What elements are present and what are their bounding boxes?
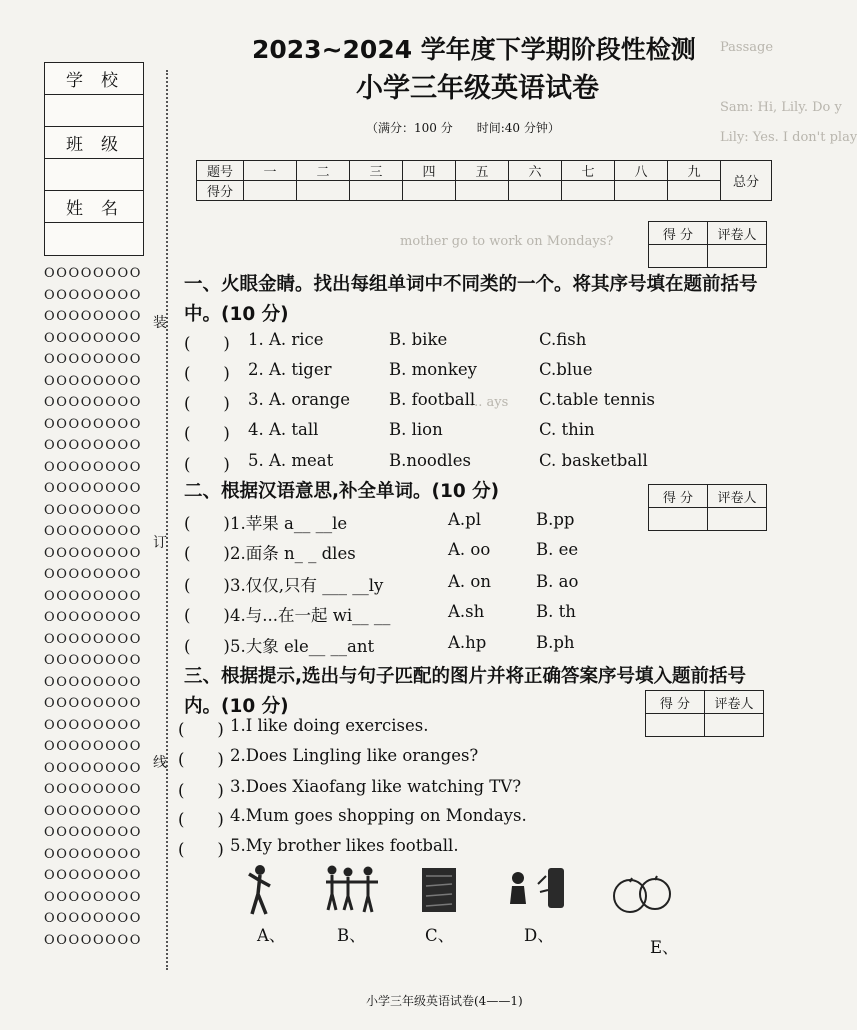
- header-cell: 一: [244, 161, 297, 181]
- exam-title: 2023~2024 学年度下学期阶段性检测: [252, 35, 696, 64]
- answer-paren[interactable]: ( ): [184, 544, 230, 563]
- school-label: 学校: [45, 63, 143, 95]
- bleed-text: ... ays: [470, 395, 509, 410]
- exam-subtitle: 小学三年级英语试卷: [356, 73, 599, 104]
- answer-paren[interactable]: ( ): [184, 637, 230, 656]
- picture-label: B、: [337, 926, 366, 945]
- exercise-figure-picture: [246, 864, 276, 920]
- header-cell: 题号: [197, 161, 244, 181]
- score-label-cell: 得分: [197, 181, 244, 201]
- answer-paren[interactable]: ( ): [184, 334, 230, 353]
- shopping-picture: [504, 864, 566, 914]
- grader-box-2: 得 分 评卷人: [648, 484, 767, 531]
- score-cell[interactable]: [562, 181, 615, 201]
- score-cell[interactable]: [456, 181, 509, 201]
- header-cell: 二: [297, 161, 350, 181]
- score-cell[interactable]: [297, 181, 350, 201]
- binding-char: 订: [153, 535, 167, 551]
- binding-char: 线: [153, 755, 167, 771]
- score-cell[interactable]: [615, 181, 668, 201]
- answer-paren[interactable]: ( ): [178, 720, 224, 739]
- children-group-picture: [322, 864, 382, 916]
- score-cell[interactable]: [244, 181, 297, 201]
- answer-paren[interactable]: ( ): [184, 514, 230, 533]
- header-cell: 三: [350, 161, 403, 181]
- header-cell: 四: [403, 161, 456, 181]
- score-cell[interactable]: [668, 181, 721, 201]
- binding-line: [166, 70, 168, 970]
- answer-paren[interactable]: ( ): [178, 810, 224, 829]
- answer-paren[interactable]: ( ): [178, 840, 224, 859]
- watching-tv-picture: [420, 864, 458, 916]
- exam-meta: （满分：100 分 时间:40 分钟）: [366, 121, 560, 135]
- section-3-heading: 三、根据提示,选出与句子匹配的图片并将正确答案序号填入题前括号内。(10 分): [184, 666, 747, 717]
- answer-paren[interactable]: ( ): [184, 606, 230, 625]
- class-field[interactable]: [45, 159, 143, 191]
- header-cell: 八: [615, 161, 668, 181]
- score-table: [196, 160, 772, 201]
- grader-box-1: 得 分 评卷人: [648, 221, 767, 268]
- binding-circles: OOOOOOOO OOOOOOOO OOOOOOOO OOOOOOOO OOOOOOOO OOOOOOOO OOOOOOOO OOOOOOOO OOOOOOOO OOOOOOOO OOOOOOOO OOOOOOOO OOOOOOOO OOOOOOOO OOOOOOOO OOOOOOOO OOOOOOOO OOOOOOOO OOOOOOOO OOOOOOOO OOOOOOOO OOOOOOOO OOOOOOOO OOOOOOOO OOOOOOOO OOOOOOOO OOOOOOOO OOOOOOOO OOOOOOOO OOOOOOOO OOOOOOOO OOOOOOOO: [44, 266, 143, 948]
- section-2-heading: 二、根据汉语意思,补全单词。(10 分): [184, 481, 500, 502]
- bleed-text: Passage: [720, 40, 774, 55]
- name-field[interactable]: [45, 223, 143, 255]
- bleed-text: Lily: Yes. I don't play: [720, 130, 857, 145]
- section-1-heading: 一、火眼金睛。找出每组单词中不同类的一个。将其序号填在题前括号中。(10 分): [184, 274, 758, 325]
- score-cell[interactable]: [350, 181, 403, 201]
- picture-label: E、: [650, 938, 679, 957]
- student-info-box: [44, 62, 144, 256]
- header-cell: 五: [456, 161, 509, 181]
- bleed-text: Sam: Hi, Lily. Do y: [720, 100, 842, 115]
- answer-paren[interactable]: ( ): [178, 750, 224, 769]
- binding-char: 装: [153, 315, 167, 331]
- answer-paren[interactable]: ( ): [184, 394, 230, 413]
- answer-paren[interactable]: ( ): [184, 576, 230, 595]
- oranges-picture: [612, 874, 672, 914]
- header-cell: 六: [509, 161, 562, 181]
- score-cell[interactable]: [509, 181, 562, 201]
- class-label: 班级: [45, 127, 143, 159]
- picture-label: A、: [257, 926, 286, 945]
- total-cell: 总分: [721, 161, 772, 201]
- answer-paren[interactable]: ( ): [184, 455, 230, 474]
- grader-box-3: 得 分 评卷人: [645, 690, 764, 737]
- header-cell: 七: [562, 161, 615, 181]
- picture-label: D、: [524, 926, 554, 945]
- score-cell[interactable]: [403, 181, 456, 201]
- name-label: 姓名: [45, 191, 143, 223]
- page-footer: 小学三年级英语试卷(4——1): [366, 994, 523, 1008]
- school-field[interactable]: [45, 95, 143, 127]
- header-cell: 九: [668, 161, 721, 181]
- answer-paren[interactable]: ( ): [184, 424, 230, 443]
- answer-paren[interactable]: ( ): [184, 364, 230, 383]
- picture-label: C、: [425, 926, 455, 945]
- bleed-text: mother go to work on Mondays?: [400, 234, 614, 249]
- answer-paren[interactable]: ( ): [178, 781, 224, 800]
